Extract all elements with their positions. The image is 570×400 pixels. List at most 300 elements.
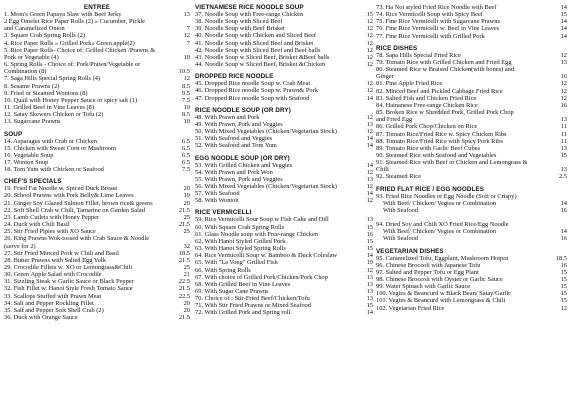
menu-item-price: 15 — [560, 283, 567, 291]
menu-section — [195, 4, 373, 73]
menu-item-name: 78. Sapa Hills Special Fried Rice — [376, 51, 461, 59]
menu-item — [4, 185, 190, 192]
menu-item-name: 83. Salted Fish and Chicken Fried Rice — [376, 94, 477, 102]
menu-item — [195, 135, 373, 142]
menu-item — [4, 152, 190, 159]
menu-item-name: 10. Quail with Honey Pepper Sauce or spicy salt (1) — [4, 96, 138, 104]
menu-item-price: 12 — [366, 25, 373, 33]
menu-item-price: 16 — [560, 235, 567, 243]
menu-item-name: 51. With Seafood and Veggies — [195, 135, 273, 143]
menu-item-name: Combination (8) — [4, 68, 47, 76]
menu-item — [195, 121, 373, 128]
menu-item — [195, 95, 373, 102]
menu-item — [4, 207, 190, 214]
menu-item-price: 12 — [366, 197, 373, 205]
menu-item-price: 32 — [183, 242, 190, 250]
menu-item-name: With Beef/ Chicken/ Vegies or Combination — [383, 228, 497, 236]
menu-item — [4, 104, 190, 111]
menu-item-name: 88. Tomato Rice/Fried Rice with Spicy Pork Ribs — [376, 137, 503, 145]
menu-item-name: Pork or Vegetable (4) — [4, 53, 59, 61]
menu-item-name: 96. Chinese Broccoli with Japanese Tofu — [376, 261, 481, 269]
menu-item — [4, 278, 190, 285]
menu-item-name: 61. Glass Noodle soup with Free-range Chicken — [195, 230, 318, 238]
menu-item — [195, 267, 373, 274]
menu-item-price: 21.5 — [178, 221, 190, 229]
menu-item — [195, 32, 373, 39]
menu-item-price: 19 — [366, 259, 373, 267]
menu-item-price: 16 — [560, 206, 567, 214]
menu-item-price: 13 — [366, 280, 373, 288]
menu-item-name: 94. Dried Soy and Chili XO Fried Rice/Egg Noodle — [376, 221, 509, 229]
menu-item-price: 15 — [560, 11, 567, 19]
menu-item — [376, 200, 567, 207]
menu-item-price: 22.5 — [178, 292, 190, 300]
menu-item-price: 6.5 — [182, 158, 190, 166]
menu-item-name: 21. Ginger Soy Glazed Salmon Fillet, brown rice& greens — [4, 199, 153, 207]
menu-item-name: 47. Dropped Rice noodle Soup with Seafood — [195, 94, 310, 102]
menu-item-price: 20 — [183, 185, 190, 193]
menu-item-name: and Caramelized Onion — [4, 25, 65, 33]
menu-item-price: 12 — [366, 266, 373, 274]
menu-column-2 — [195, 4, 373, 317]
menu-item — [195, 18, 373, 25]
menu-item-name: 75. Fine Rice Vermicelli with Sugarcane Prawns — [376, 18, 500, 26]
menu-item-price: 7.5 — [182, 166, 190, 174]
menu-item — [4, 11, 190, 18]
menu-item-price: 15 — [366, 302, 373, 310]
menu-item-price: 11 — [560, 123, 567, 131]
menu-item-price: 11 — [560, 130, 567, 138]
menu-item-name: 38. Noodle Soup with Sliced Beef — [195, 18, 283, 26]
menu-item — [376, 33, 567, 40]
menu-item-price: 20 — [183, 306, 190, 314]
menu-item-price: 9.5 — [182, 89, 190, 97]
menu-item-price: 16 — [366, 230, 373, 238]
menu-item — [195, 302, 373, 309]
menu-item-price: 18.5 — [178, 249, 190, 257]
menu-item-name: 52. With Seafood and Tom Yum — [195, 142, 277, 150]
menu-item-price: 13 — [560, 58, 567, 66]
menu-item — [376, 305, 567, 312]
menu-item-name: 43. Noodle Soup w Sliced Beef, Brisket &Beef balls — [195, 53, 330, 61]
menu-item — [4, 235, 190, 242]
menu-item-price: 14 — [560, 25, 567, 33]
menu-item — [4, 257, 190, 264]
menu-item-name: 28. Butter Prawns with Salted Egg Yolk — [4, 256, 106, 264]
menu-item — [376, 283, 567, 290]
menu-item-price: 20 — [183, 199, 190, 207]
menu-item — [195, 231, 373, 238]
menu-item — [376, 193, 567, 200]
menu-item-name: 101. Vegies & Beancurd with Lemongrass & Chili — [376, 297, 506, 305]
menu-item-price: 12 — [366, 32, 373, 40]
menu-item-price: 15 — [560, 297, 567, 305]
menu-item-name: 50. With Mixed Vegetables (Chicken/Vegetarian Stock) — [195, 128, 337, 136]
menu-item-name: 1. Mom's Green Papaya Slaw with Beef Jerky — [4, 11, 122, 18]
menu-item-price: 8.5 — [182, 111, 190, 119]
menu-item-name: 48. With Prawn and Pork — [195, 113, 260, 121]
menu-item-name: 8. Sesame Prawns (2) — [4, 82, 60, 90]
menu-item-name: 30. Green Apple Salad with Crocodile — [4, 271, 102, 279]
menu-item-name: 53. With Grilled Chicken and Veggies — [195, 161, 293, 169]
menu-item-name: 82. Minced Beef and Pickled Cabbage Fried Rice — [376, 87, 503, 95]
menu-item — [376, 102, 567, 109]
menu-item — [4, 118, 190, 125]
menu-item-price: 12 — [366, 80, 373, 88]
menu-section — [4, 131, 190, 179]
menu-item — [195, 245, 373, 252]
menu-item-price: 13 — [366, 273, 373, 281]
menu-item-price: 25 — [183, 213, 190, 221]
menu-item-price: 13 — [366, 216, 373, 224]
menu-item — [376, 159, 567, 166]
menu-item-price: 25 — [183, 264, 190, 271]
menu-item-name: 5. Rice Paper Rolls- Choice of: Grilled Chicken /Prawns & — [4, 46, 156, 54]
menu-item-name: and Fried Egg — [376, 116, 413, 124]
menu-item-price: 14 — [366, 190, 373, 198]
menu-item-price: 12 — [366, 113, 373, 121]
menu-item — [4, 145, 190, 152]
menu-item-price: 2.5 — [559, 173, 567, 181]
menu-item — [195, 128, 373, 135]
menu-item-name: 85. Broken Rice w Shredded Pork, Grilled Pork Chop — [376, 109, 514, 117]
menu-item-name: 80. Steamed Rice w Braised Chicken(with bones) and — [376, 66, 515, 74]
menu-item-price: 7 — [186, 25, 190, 33]
menu-item-price: 8.5 — [182, 82, 190, 90]
menu-item — [376, 11, 567, 18]
menu-item-name: 87. Tomato Rice/Fried Rice w. Spicy Chicken Ribs — [376, 130, 507, 138]
menu-item-name: 19. Fried Fat Noodle w. Spiced Duck Breast — [4, 185, 117, 193]
menu-item — [195, 47, 373, 54]
menu-item-name: 41. Noodle Soup with Sliced Beef and Brisket — [195, 39, 314, 47]
menu-item-name: 62. With Hanoi Styled Grilled Pork — [195, 237, 286, 245]
menu-item-name: 79. Tomato Rice with Grilled Chicken and Fried Egg — [376, 58, 512, 66]
section-heading: RICE NOODLE SOUP (OR DRY) — [195, 106, 291, 114]
menu-item-price: 18.5 — [555, 254, 567, 262]
menu-item-price: 12 — [560, 51, 567, 59]
menu-item-name: 74. Rice Vermicelli Soup with Spicy Beef — [376, 11, 483, 19]
menu-item-price: 21.5 — [178, 256, 190, 264]
menu-item — [195, 114, 373, 121]
menu-item-name: 86. Grilled Pork Chop/Chicken on Rice — [376, 123, 478, 131]
menu-item — [376, 228, 567, 235]
menu-item-price: 15 — [560, 268, 567, 276]
section-heading: CHEF'S SPECIALS — [4, 178, 62, 186]
menu-item-price: 12 — [366, 87, 373, 95]
menu-item-price: 12 — [366, 128, 373, 136]
menu-item — [4, 264, 190, 271]
menu-item-name: 2 Egg Omelet Rice Paper Rolls (2) » Cucumber, Pickle — [4, 18, 146, 26]
menu-item-name: 102. Vegetarian Fried Rice — [376, 304, 445, 312]
menu-item-name: 3. Square Crab Spring Rolls (2) — [4, 32, 85, 40]
menu-item-name: 31. Sizzling Steak w Garlic Sauce or Black Pepper — [4, 278, 134, 286]
menu-item-price: 6.5 — [182, 137, 190, 145]
menu-item — [376, 269, 567, 276]
menu-item-price: 12 — [560, 80, 567, 88]
menu-item — [376, 123, 567, 130]
menu-item-price: 13 — [366, 175, 373, 183]
menu-item-name: 9. Fried or Steamed Wontons (8) — [4, 89, 88, 97]
menu-item — [195, 259, 373, 266]
menu-item-name: 23. Lamb Cutlets with Honey Pepper — [4, 213, 100, 221]
menu-item — [4, 54, 190, 61]
menu-item — [4, 228, 190, 235]
menu-item-name: 40. Noodle Soup with Chicken and Sliced Beef — [195, 32, 317, 40]
menu-item — [376, 166, 567, 173]
menu-item-name: With Seafood — [383, 235, 419, 243]
menu-item — [4, 47, 190, 54]
menu-item — [4, 138, 190, 145]
menu-item-name: (serve for 2) — [4, 242, 36, 250]
menu-item — [376, 138, 567, 145]
menu-item-price: 14 — [366, 161, 373, 169]
menu-item-name: 57. With Seafood — [195, 190, 240, 198]
menu-item-name: 76. Fine Rice Vermicelli w. Beef in Vine Leaves — [376, 25, 500, 33]
menu-item-price: 10 — [183, 53, 190, 61]
menu-item — [4, 61, 190, 68]
menu-item-name: 55. With Prawn, Pork and Veggies — [195, 175, 283, 183]
menu-item — [4, 75, 190, 82]
menu-section — [376, 186, 567, 248]
menu-item-price: 21.5 — [178, 285, 190, 293]
menu-item-name: 36. Duck with Orange Sauce — [4, 314, 78, 322]
menu-item-price: 12 — [366, 18, 373, 26]
menu-item-price: 13 — [366, 295, 373, 303]
menu-item-price: 13 — [560, 116, 567, 124]
menu-item-price: 14 — [366, 135, 373, 143]
menu-item-price: 15 — [560, 151, 567, 159]
menu-item-name: 33. Scallops Stuffed with Prawn Meat — [4, 292, 102, 300]
menu-item — [4, 221, 190, 228]
menu-item — [195, 40, 373, 47]
menu-item-name: 59. Rice Vermicelli Sour Soup w Fish Cake and Dill — [195, 216, 329, 224]
menu-item-name: 34. Salt and Pepper Rockling Fillet — [4, 299, 94, 307]
menu-item-price: 12 — [366, 39, 373, 47]
section-heading: RICE VERMICELLI — [195, 209, 252, 217]
menu-item — [195, 80, 373, 87]
menu-item — [376, 152, 567, 159]
menu-item-name: 65. With "La Vong" Grilled Fish — [195, 259, 278, 267]
menu-item — [4, 285, 190, 292]
menu-item — [4, 243, 190, 250]
menu-item-price: 13 — [366, 120, 373, 128]
menu-item — [195, 11, 373, 18]
menu-item-price: 13 — [560, 166, 567, 174]
menu-item — [376, 109, 567, 116]
menu-item-name: 32. Fish Fillet w. Hanoi Style Fresh Tomato Sauce — [4, 285, 133, 293]
menu-item — [376, 207, 567, 214]
menu-item-price: 7 — [186, 39, 190, 47]
menu-item — [195, 252, 373, 259]
menu-item — [195, 87, 373, 94]
menu-item-price: 15 — [366, 237, 373, 245]
menu-item — [376, 262, 567, 269]
menu-item-price: 14 — [366, 252, 373, 260]
menu-item-name: 90. Steamed Rice with Seafood and Vegetables — [376, 151, 497, 159]
menu-item-name: 18. Tom Yum with Chicken or Seafood — [4, 166, 104, 174]
menu-item — [195, 54, 373, 61]
menu-item-name: 91. Steamed Rice with Beef or Chicken and Lemongrass & — [376, 159, 528, 167]
menu-column-3 — [376, 4, 567, 312]
menu-item — [4, 250, 190, 257]
menu-item-price: 14 — [560, 4, 567, 11]
menu-item-name: 49. With Prawn, Pork and Veggies — [195, 120, 283, 128]
menu-section — [376, 248, 567, 312]
menu-section — [195, 107, 373, 155]
menu-item-name: 20. School Prawns with Pork Belly& Lime Leaves — [4, 192, 134, 200]
menu-item-name: 64. Rice Vermicelli Soup w. Bamboo & Duck Coleslaw — [195, 252, 338, 260]
menu-item-name: 24. Duck with Chili Basil — [4, 221, 70, 229]
menu-item-price: 14 — [366, 94, 373, 102]
menu-item-price: 12 — [366, 61, 373, 69]
menu-item-name: 95. Caramelized Tofu, Eggplant, Mushroom Hotpot — [376, 254, 509, 262]
menu-item — [4, 166, 190, 173]
menu-item-price: 22.5 — [178, 278, 190, 286]
section-heading: ENTREE — [83, 4, 111, 11]
menu-item-name: 42. Noodle Soup with Sliced Beef and Beef balls — [195, 46, 321, 54]
menu-section — [4, 4, 190, 131]
menu-item-price: 13 — [366, 288, 373, 295]
menu-item-price: 15 — [560, 276, 567, 283]
menu-item-name: 6. Spring Rolls - Choice of: Pork/Prawn/Vegetable or — [4, 61, 141, 69]
menu-item — [4, 32, 190, 39]
menu-item-name: 97. Salted and Pepper Tofu or Egg Plant — [376, 268, 479, 276]
menu-item — [376, 4, 567, 11]
menu-item-price: 15 — [366, 245, 373, 253]
menu-item-name: 84. Hainanese Free-range Chicken Rice — [376, 101, 478, 109]
menu-item — [376, 116, 567, 123]
menu-item-price: 15 — [366, 11, 373, 18]
menu-item-price: 12 — [366, 53, 373, 61]
menu-item-price: 19 — [183, 192, 190, 200]
menu-item — [376, 255, 567, 262]
menu-item-price: 14 — [366, 309, 373, 317]
menu-item-name: 44. Noodle Soup w Sliced Beef, Brisket &Chicken — [195, 61, 326, 69]
menu-item-name: 89. Tomato Rice with Garlic Beef Cubes — [376, 144, 480, 152]
menu-item — [4, 68, 190, 75]
menu-item — [4, 293, 190, 300]
menu-item-price: 12 — [183, 32, 190, 40]
menu-item-price: 21.5 — [178, 206, 190, 214]
menu-item — [376, 52, 567, 59]
menu-item-name: 14. Asparagus with Crab or Chicken — [4, 137, 98, 145]
menu-item — [195, 224, 373, 231]
menu-item — [376, 235, 567, 242]
menu-item-price: 13 — [183, 11, 190, 18]
menu-item-name: 58. With Wonton — [195, 197, 239, 205]
menu-item — [195, 197, 373, 204]
menu-item — [4, 97, 190, 104]
menu-item — [195, 288, 373, 295]
menu-item-name: 35. Salt and Pepper Soft Shell Crab (2) — [4, 306, 104, 314]
menu-item — [195, 281, 373, 288]
menu-item-price: 14 — [560, 199, 567, 207]
menu-item-price: 12 — [560, 94, 567, 102]
section-heading: SOUP — [4, 130, 23, 138]
menu-item-price: 6.5 — [182, 151, 190, 159]
menu-item-name: 100. Vegies & Beancurd w Black Bean/ Satay/Garlic — [376, 290, 512, 298]
menu-item-price: 21.5 — [178, 314, 190, 322]
menu-item-price: 13 — [560, 144, 567, 152]
menu-item — [376, 131, 567, 138]
menu-item — [195, 190, 373, 197]
menu-item-name: 46. Dropped Rice noodle Soup w. Prawn& Pork — [195, 87, 318, 95]
menu-item — [195, 183, 373, 190]
menu-item — [195, 295, 373, 302]
menu-item — [195, 142, 373, 149]
menu-item-name: 54. With Prawn and Pork Won — [195, 168, 273, 176]
menu-item — [4, 314, 190, 321]
menu-item-price: 10 — [183, 118, 190, 126]
menu-item-price: 14 — [560, 228, 567, 236]
menu-item-name: 56. With Mixed Vegetables (Chicken/Vegetarian Stock) — [195, 182, 337, 190]
menu-item-name: 37. Noodle Soup with Free-range Chicken — [195, 11, 304, 18]
menu-item-price: 12 — [560, 87, 567, 95]
menu-item-name: With Seafood — [383, 206, 419, 214]
menu-item — [376, 80, 567, 87]
menu-item-price: 11 — [560, 137, 567, 145]
menu-item — [195, 25, 373, 32]
section-heading: EGG NOODLE SOUP (OR DRY) — [195, 154, 290, 162]
menu-item — [195, 162, 373, 169]
menu-item — [195, 61, 373, 68]
menu-item-name: 45. Dropped Rice noodle Soup w. Crab Meat — [195, 80, 311, 88]
menu-item — [195, 238, 373, 245]
menu-item-name: 22. Soft Shell Crab w Chili, Tamarine on Garden Salad — [4, 206, 145, 214]
menu-item-name: 25. Stir Fried Pipies with XO Sauce — [4, 228, 96, 236]
menu-item-price: 10 — [183, 104, 190, 112]
menu-item-name: 81. Pine Apple Fried Rice — [376, 80, 443, 88]
menu-item — [4, 300, 190, 307]
menu-item — [376, 73, 567, 80]
menu-section — [376, 45, 567, 186]
menu-item-price: 12 — [560, 304, 567, 312]
menu-item — [4, 271, 190, 278]
menu-item-price: 16 — [560, 73, 567, 81]
menu-column-1 — [4, 4, 190, 321]
menu-item — [195, 309, 373, 316]
menu-item-name: 69. With Sugar Cane Prawns — [195, 288, 269, 295]
menu-item — [195, 216, 373, 223]
menu-item-name: 12. Satay Skewers Chicken or Tofu (2) — [4, 111, 104, 119]
menu-item-name: 17. Wonton Soup — [4, 158, 49, 166]
menu-item-name: 15. Chicken with Sweet Corn or Mushroom — [4, 144, 117, 152]
menu-item-name: 11. Grilled Beef in Vine Leaves (8) — [4, 104, 94, 112]
menu-section — [195, 155, 373, 210]
menu-item — [4, 18, 190, 25]
menu-item-price: 10.5 — [178, 68, 190, 76]
menu-item-price: 12 — [183, 75, 190, 83]
menu-item — [4, 25, 190, 32]
menu-item — [376, 221, 567, 228]
menu-item-price: 14 — [366, 142, 373, 150]
menu-item-name: 67. With choice of Grilled Pork/Chicken/Pork Chop — [195, 273, 328, 281]
menu-item — [376, 297, 567, 304]
menu-item — [376, 88, 567, 95]
menu-item-price: 16 — [560, 101, 567, 109]
menu-item-name: 71. With Stir Fried Prawns or Mixed Seafood — [195, 302, 312, 310]
menu-item-price: 6.5 — [182, 144, 190, 152]
menu-item-name: 13. Sugarcane Prawns — [4, 118, 61, 126]
section-heading: VEGETARIAN DISHES — [376, 247, 444, 255]
menu-item — [195, 176, 373, 183]
menu-item-price: 14 — [560, 18, 567, 26]
menu-item-price: 14 — [560, 32, 567, 40]
menu-section — [4, 178, 190, 321]
menu-item-price: 12 — [366, 182, 373, 190]
menu-item — [376, 214, 567, 221]
menu-item-name: 29. Crocodile Fillets w. XO or Lemongrass&Chili — [4, 264, 133, 271]
